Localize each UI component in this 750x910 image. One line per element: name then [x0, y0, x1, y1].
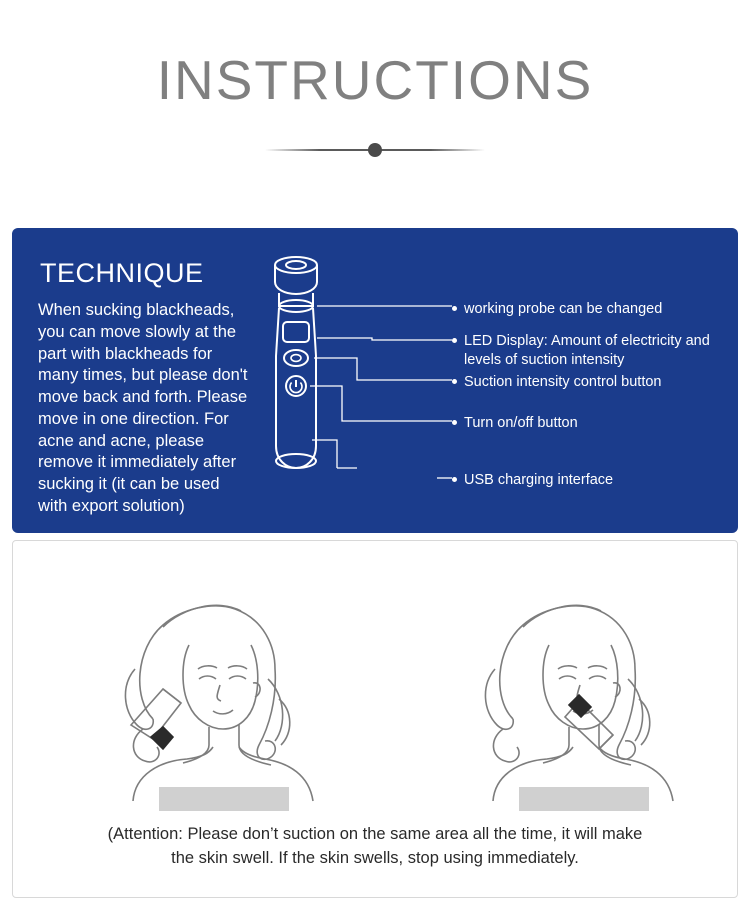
callout-list	[464, 228, 734, 533]
callout-usb-label: USB charging interface	[464, 472, 614, 488]
callout-bullet-icon	[452, 306, 457, 311]
technique-body-text: When sucking blackheads, you can move slowly at the part with blackheads for many times, but please don't move back and forth. Please move in one direction. For acne and acne, please remove it immediately after sucking it (it can be used with export solution)	[38, 301, 248, 515]
header-divider	[265, 140, 485, 160]
callout-bullet-icon	[452, 379, 457, 384]
attention-line-2: the skin swell. If the skin swells, stop using immediately.	[171, 849, 579, 868]
callout-power	[464, 414, 726, 433]
callout-led-display-label: LED Display: Amount of electricity and levels of suction intensity	[464, 333, 710, 368]
callout-bullet-icon	[452, 477, 457, 482]
woman-using-device-on-nose-icon	[125, 605, 313, 801]
callout-led-display	[464, 332, 726, 369]
usage-figures	[13, 549, 737, 811]
callout-power-label: Turn on/off button	[464, 415, 578, 431]
woman-using-device-on-cheek-icon	[485, 605, 673, 801]
callout-probe	[464, 300, 726, 319]
callout-suction-control	[464, 373, 726, 392]
callout-bullet-icon	[452, 338, 457, 343]
callout-usb	[464, 471, 726, 490]
technique-panel	[12, 228, 738, 533]
technique-heading: TECHNIQUE	[40, 258, 204, 288]
usage-panel	[12, 540, 738, 898]
callout-probe-label: working probe can be changed	[464, 301, 663, 317]
page-title: INSTRUCTIONS	[156, 49, 594, 111]
divider-dot-icon	[368, 143, 382, 157]
callout-bullet-icon	[452, 420, 457, 425]
attention-line-1: (Attention: Please don’t suction on the same area all the time, it will make	[107, 825, 643, 844]
callout-suction-control-label: Suction intensity control button	[464, 374, 662, 390]
attention-note	[43, 823, 707, 871]
